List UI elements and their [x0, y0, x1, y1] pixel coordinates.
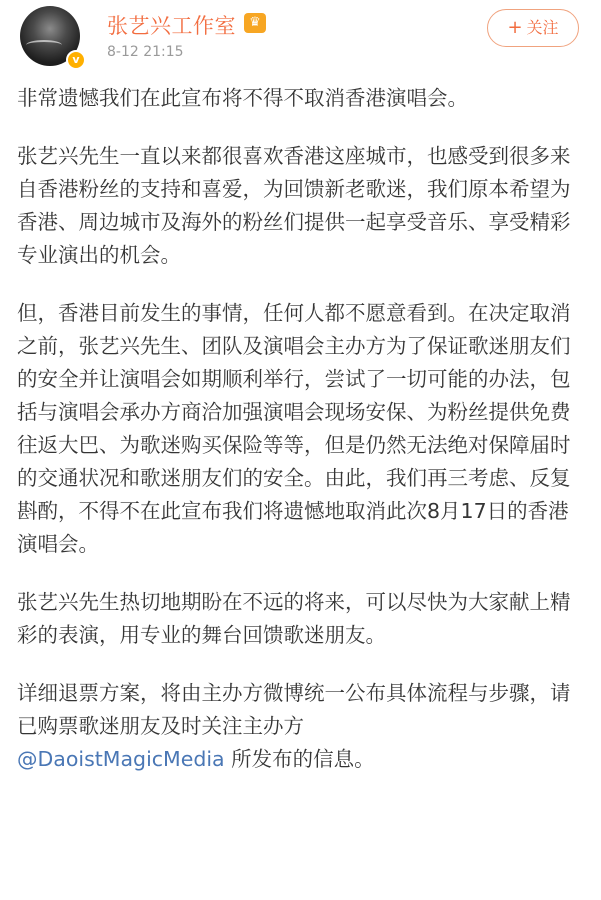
- post-body: [17, 82, 587, 801]
- plus-icon: +: [507, 17, 523, 38]
- follow-label: 关注: [526, 18, 559, 37]
- paragraph-5-text: 详细退票方案，将由主办方微博统一公布具体流程与步骤，请已购票歌迷朋友及时关注主办方: [17, 681, 571, 738]
- mention-link[interactable]: @DaoistMagicMedia: [17, 747, 225, 771]
- paragraph-1: 非常遗憾我们在此宣布将不得不取消香港演唱会。: [17, 86, 468, 110]
- author-name[interactable]: 张艺兴工作室: [107, 14, 236, 38]
- follow-button[interactable]: [487, 9, 579, 47]
- paragraph-3: 但，香港目前发生的事情，任何人都不愿意看到。在决定取消之前，张艺兴先生、团队及演唱会主办方为了保证歌迷朋友们的安全并让演唱会如期顺利举行，尝试了一切可能的办法，包括与演唱会承办方商洽加强演唱会现场安保、为粉丝提供免费往返大巴、为歌迷购买保险等等，但是仍然无法绝对保障届时的交通状况和歌迷朋友们的安全。由此，我们再三考虑、反复斟酌，不得不在此宣布我们将遗憾地取消此次8月17日的香港演唱会。: [17, 301, 571, 556]
- verified-badge-icon: v: [66, 50, 86, 70]
- paragraph-4: 张艺兴先生热切地期盼在不远的将来，可以尽快为大家献上精彩的表演，用专业的舞台回馈歌迷朋友。: [17, 590, 571, 647]
- vip-crown-icon[interactable]: ♛: [244, 13, 266, 33]
- post-header: [0, 0, 601, 72]
- paragraph-5-tail: 所发布的信息。: [224, 747, 375, 771]
- paragraph-5: [17, 677, 587, 776]
- paragraph-2: 张艺兴先生一直以来都很喜欢香港这座城市，也感受到很多来自香港粉丝的支持和喜爱，为回馈新老歌迷，我们原本希望为香港、周边城市及海外的粉丝们提供一起享受音乐、享受精彩专业演出的机会。: [17, 144, 571, 267]
- post-timestamp: 8-12 21:15: [107, 44, 184, 60]
